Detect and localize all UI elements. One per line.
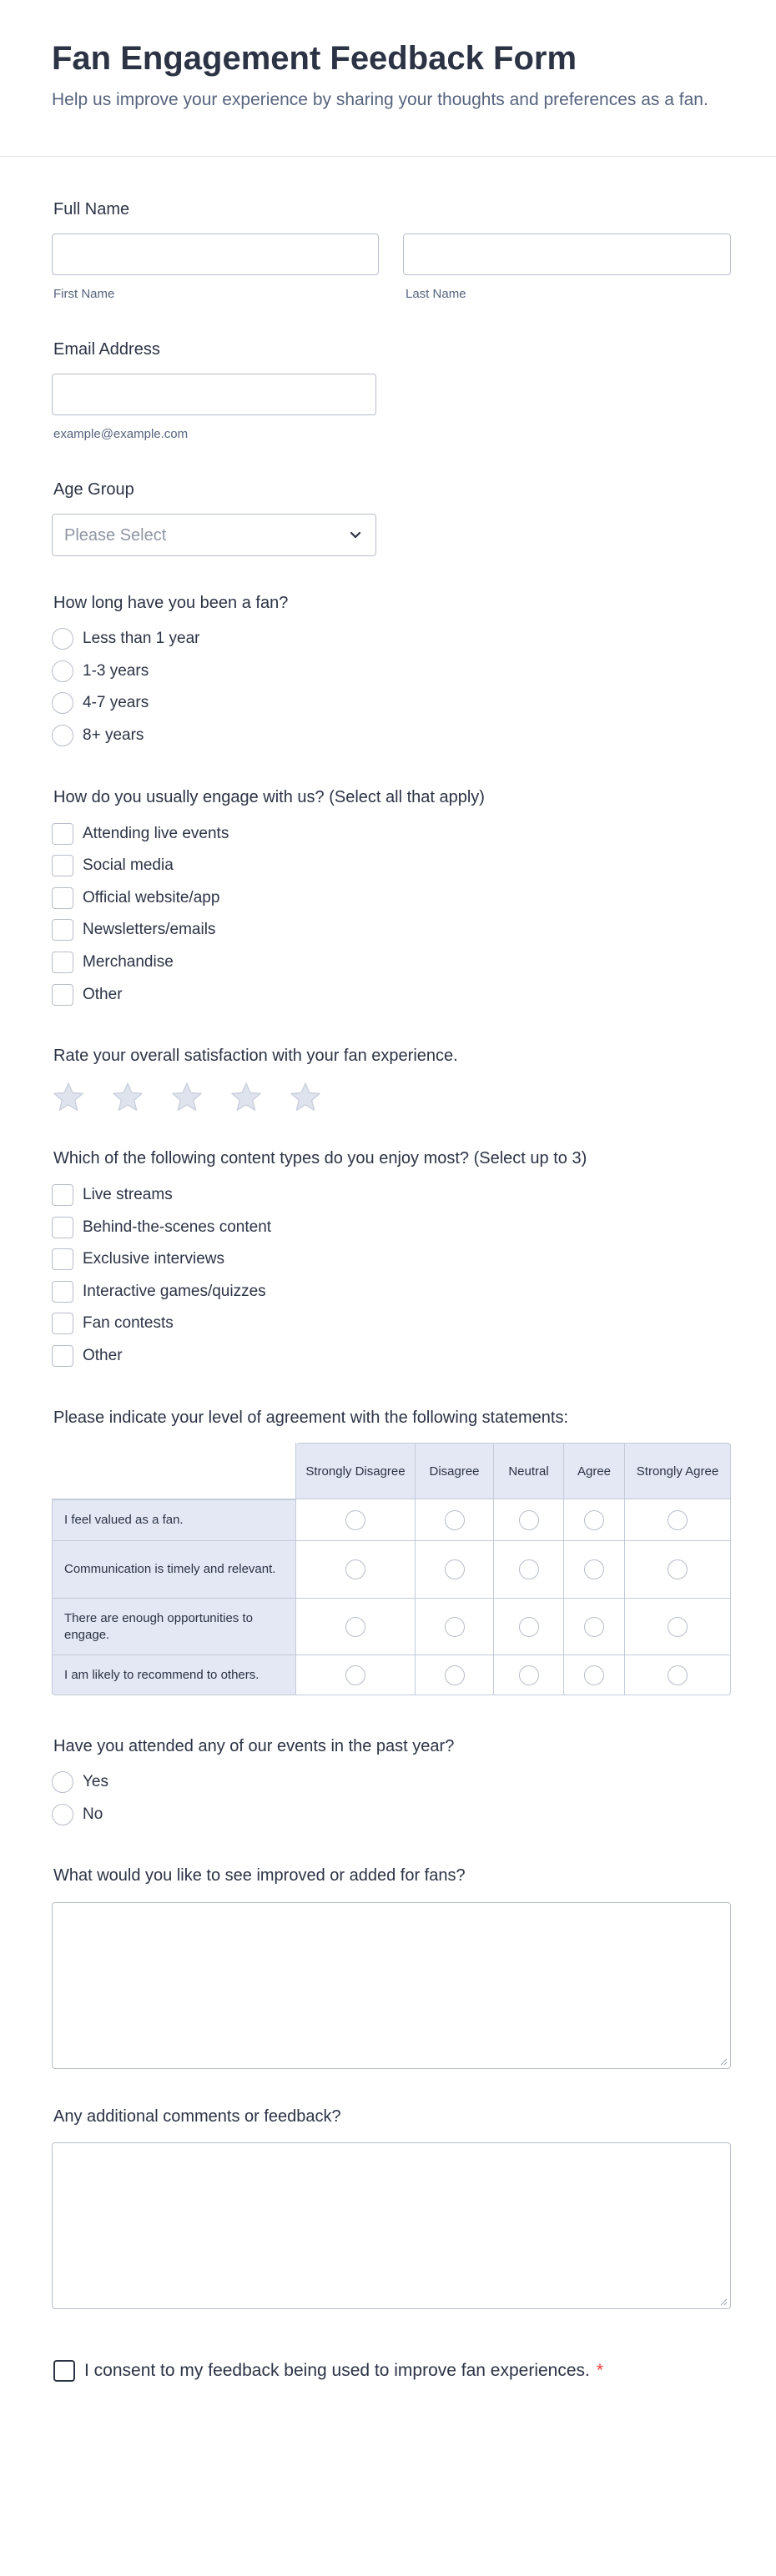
comments-label: Any additional comments or feedback? bbox=[53, 2107, 341, 2126]
matrix-column-header: Disagree bbox=[416, 1443, 494, 1499]
improvements-label: What would you like to see improved or added for fans? bbox=[53, 1866, 466, 1885]
radio-button[interactable] bbox=[445, 1665, 465, 1685]
matrix-row-label: Communication is timely and relevant. bbox=[52, 1541, 296, 1599]
first-name-input[interactable] bbox=[52, 233, 379, 275]
matrix-cell[interactable] bbox=[625, 1541, 731, 1599]
matrix-column-header: Agree bbox=[564, 1443, 625, 1499]
matrix-cell[interactable] bbox=[564, 1655, 625, 1695]
form-subtitle: Help us improve your experience by sharing your thoughts and preferences as a fan. bbox=[52, 90, 708, 109]
option-label: Attending live events bbox=[83, 825, 229, 842]
matrix-row-label: I feel valued as a fan. bbox=[52, 1499, 296, 1541]
matrix-cell[interactable] bbox=[494, 1599, 564, 1655]
option-label: Other bbox=[83, 986, 123, 1003]
matrix-column-header: Neutral bbox=[494, 1443, 564, 1499]
checkbox[interactable] bbox=[52, 919, 73, 941]
radio-button[interactable] bbox=[445, 1510, 465, 1530]
option-label: Live streams bbox=[83, 1186, 173, 1203]
star-icon[interactable] bbox=[170, 1081, 204, 1114]
checkbox[interactable] bbox=[52, 855, 73, 876]
matrix-cell[interactable] bbox=[296, 1599, 416, 1655]
matrix-column-header: Strongly Agree bbox=[625, 1443, 731, 1499]
checkbox[interactable] bbox=[52, 1313, 73, 1334]
radio-button[interactable] bbox=[519, 1510, 539, 1530]
matrix-cell[interactable] bbox=[564, 1499, 625, 1541]
star-icon[interactable] bbox=[229, 1081, 263, 1114]
matrix-cell[interactable] bbox=[625, 1599, 731, 1655]
full-name-label: Full Name bbox=[53, 200, 130, 218]
satisfaction-label: Rate your overall satisfaction with your fan experience. bbox=[53, 1047, 458, 1065]
last-name-sublabel: Last Name bbox=[406, 287, 466, 301]
matrix-cell[interactable] bbox=[625, 1499, 731, 1541]
content-types-label: Which of the following content types do you enjoy most? (Select up to 3) bbox=[53, 1149, 587, 1167]
star-icon[interactable] bbox=[111, 1081, 144, 1114]
checkbox[interactable] bbox=[52, 952, 73, 973]
resize-handle-icon[interactable] bbox=[719, 2057, 728, 2066]
option-label: Interactive games/quizzes bbox=[83, 1283, 266, 1300]
engagement-label: How do you usually engage with us? (Select all that apply) bbox=[53, 788, 485, 806]
radio-button[interactable] bbox=[52, 1804, 73, 1825]
consent-label bbox=[84, 2361, 603, 2381]
radio-button[interactable] bbox=[668, 1510, 688, 1530]
option-label: Social media bbox=[83, 856, 174, 874]
option-label: No bbox=[83, 1805, 103, 1823]
required-asterisk: * bbox=[596, 2361, 604, 2380]
option-label: Yes bbox=[83, 1773, 108, 1790]
consent-checkbox[interactable] bbox=[53, 2360, 75, 2382]
radio-button[interactable] bbox=[519, 1559, 539, 1579]
matrix-column-header: Strongly Disagree bbox=[296, 1443, 416, 1499]
option-label: Official website/app bbox=[83, 889, 220, 906]
matrix-cell[interactable] bbox=[416, 1655, 494, 1695]
last-name-input[interactable] bbox=[403, 233, 731, 275]
option-label: Less than 1 year bbox=[83, 630, 200, 647]
improvements-textarea[interactable] bbox=[52, 1902, 731, 2069]
radio-button[interactable] bbox=[584, 1510, 604, 1530]
matrix-cell[interactable] bbox=[416, 1541, 494, 1599]
email-label: Email Address bbox=[53, 340, 160, 359]
option-label: Behind-the-scenes content bbox=[83, 1218, 272, 1236]
option-label: Fan contests bbox=[83, 1314, 174, 1332]
matrix-cell[interactable] bbox=[494, 1655, 564, 1695]
radio-button[interactable] bbox=[445, 1559, 465, 1579]
radio-button[interactable] bbox=[345, 1665, 365, 1685]
age-group-select[interactable] bbox=[52, 514, 376, 556]
radio-button[interactable] bbox=[519, 1665, 539, 1685]
star-icon[interactable] bbox=[52, 1081, 85, 1114]
option-label: Exclusive interviews bbox=[83, 1250, 224, 1268]
matrix-corner bbox=[52, 1443, 296, 1499]
option-label: Newsletters/emails bbox=[83, 921, 216, 938]
radio-button[interactable] bbox=[584, 1665, 604, 1685]
radio-button[interactable] bbox=[668, 1559, 688, 1579]
option-label: Merchandise bbox=[83, 953, 174, 971]
checkbox[interactable] bbox=[52, 823, 73, 845]
option-label: 4-7 years bbox=[83, 694, 149, 711]
radio-button[interactable] bbox=[668, 1665, 688, 1685]
age-group-selected: Please Select bbox=[64, 526, 167, 545]
matrix-cell[interactable] bbox=[296, 1541, 416, 1599]
attended-label: Have you attended any of our events in the past year? bbox=[53, 1737, 455, 1755]
radio-button[interactable] bbox=[584, 1617, 604, 1637]
matrix-cell[interactable] bbox=[494, 1541, 564, 1599]
matrix-cell[interactable] bbox=[564, 1541, 625, 1599]
email-sublabel: example@example.com bbox=[53, 427, 189, 441]
matrix-cell[interactable] bbox=[564, 1599, 625, 1655]
matrix-cell[interactable] bbox=[416, 1599, 494, 1655]
age-group-label: Age Group bbox=[53, 480, 134, 499]
radio-button[interactable] bbox=[345, 1510, 365, 1530]
radio-button[interactable] bbox=[345, 1559, 365, 1579]
checkbox[interactable] bbox=[52, 1248, 73, 1270]
star-icon[interactable] bbox=[289, 1081, 322, 1114]
matrix-cell[interactable] bbox=[625, 1655, 731, 1695]
fan-duration-label: How long have you been a fan? bbox=[53, 594, 289, 612]
comments-textarea[interactable] bbox=[52, 2142, 731, 2309]
radio-button[interactable] bbox=[52, 628, 73, 650]
option-label: Other bbox=[83, 1347, 123, 1364]
radio-button[interactable] bbox=[52, 692, 73, 714]
matrix-row-label: I am likely to recommend to others. bbox=[52, 1655, 296, 1695]
radio-button[interactable] bbox=[519, 1617, 539, 1637]
radio-button[interactable] bbox=[668, 1617, 688, 1637]
matrix-cell[interactable] bbox=[494, 1499, 564, 1541]
matrix-cell[interactable] bbox=[416, 1499, 494, 1541]
checkbox[interactable] bbox=[52, 1184, 73, 1206]
resize-handle-icon[interactable] bbox=[719, 2297, 728, 2306]
matrix-cell[interactable] bbox=[296, 1499, 416, 1541]
agreement-label: Please indicate your level of agreement with the following statements: bbox=[53, 1409, 569, 1427]
checkbox[interactable] bbox=[52, 1281, 73, 1303]
form-header bbox=[0, 0, 776, 157]
agreement-matrix bbox=[52, 1443, 731, 1695]
checkbox[interactable] bbox=[52, 887, 73, 909]
checkbox[interactable] bbox=[52, 1345, 73, 1367]
option-label: 1-3 years bbox=[83, 662, 149, 680]
form-title: Fan Engagement Feedback Form bbox=[52, 40, 577, 77]
radio-button[interactable] bbox=[52, 660, 73, 682]
radio-button[interactable] bbox=[345, 1617, 365, 1637]
checkbox[interactable] bbox=[52, 1217, 73, 1238]
consent-text: I consent to my feedback being used to improve fan experiences. bbox=[84, 2361, 590, 2380]
radio-button[interactable] bbox=[445, 1617, 465, 1637]
radio-button[interactable] bbox=[52, 725, 73, 746]
option-label: 8+ years bbox=[83, 726, 144, 744]
matrix-cell[interactable] bbox=[296, 1655, 416, 1695]
chevron-down-icon bbox=[347, 526, 364, 543]
first-name-sublabel: First Name bbox=[53, 287, 115, 301]
email-input[interactable] bbox=[52, 374, 376, 415]
radio-button[interactable] bbox=[584, 1559, 604, 1579]
radio-button[interactable] bbox=[52, 1771, 73, 1793]
matrix-row-label: There are enough opportunities to engage. bbox=[52, 1599, 296, 1655]
checkbox[interactable] bbox=[52, 984, 73, 1006]
